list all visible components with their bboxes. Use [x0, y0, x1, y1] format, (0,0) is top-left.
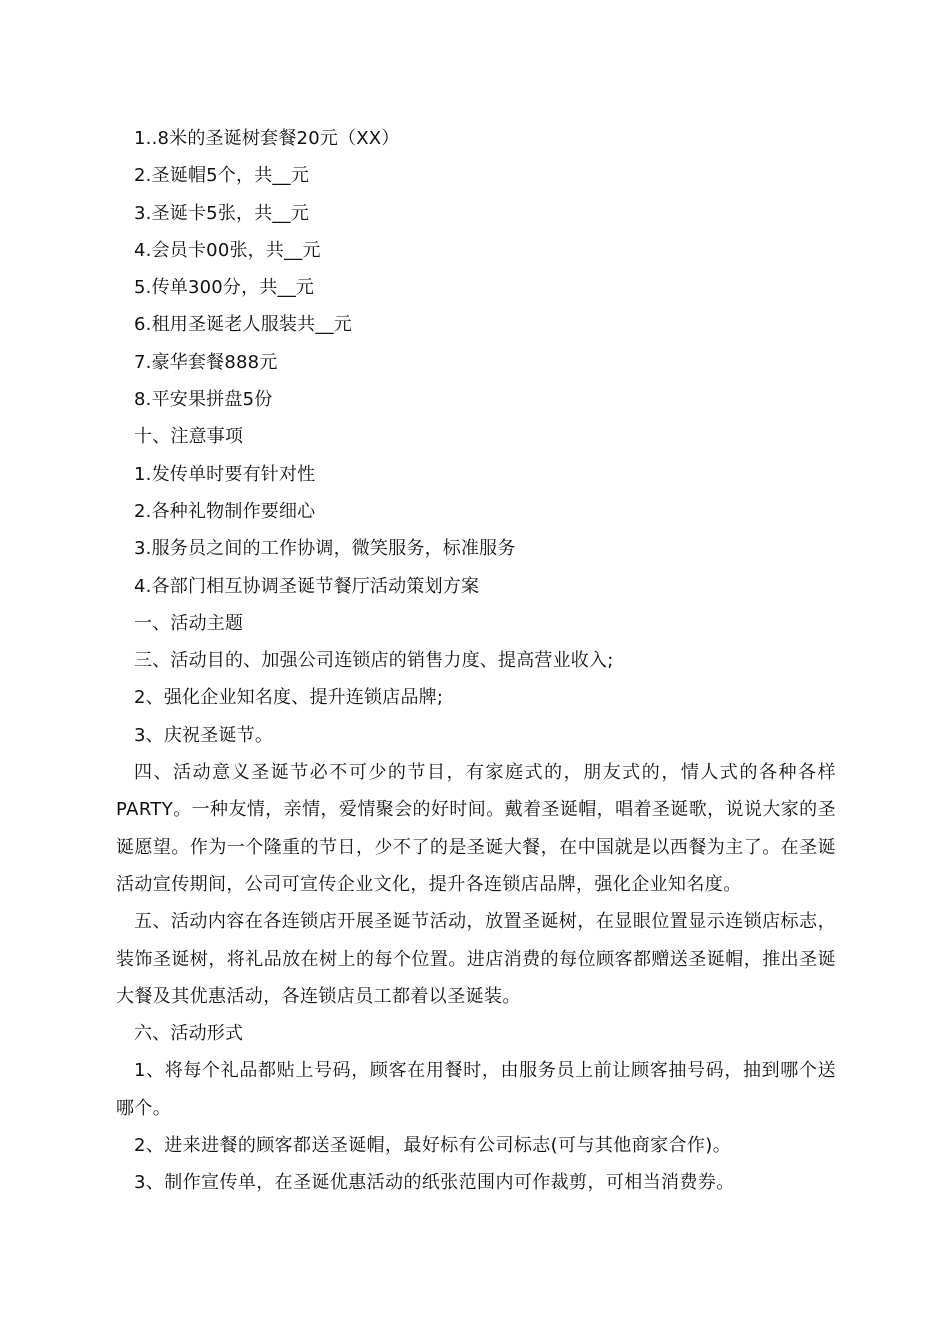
list-item: 2.圣诞帽5个，共__元 — [134, 165, 310, 187]
paragraph: 四、活动意义圣诞节必不可少的节目，有家庭式的，朋友式的，情人式的各种各样PARTY。一种友情，亲情，爱情聚会的好时间。戴着圣诞帽，唱着圣诞歌，说说大家的圣诞愿望。作为一个隆重的节日，少不了的是圣诞大餐，在中国就是以西餐为主了。在圣诞活动宣传期间，公司可宣传企业文化，提升各连锁店品牌，强化企业知名度。 — [116, 762, 836, 895]
paragraph: 3、制作宣传单，在圣诞优惠活动的纸张范围内可作裁剪，可相当消费券。 — [134, 1172, 735, 1194]
list-item: 5.传单300分，共__元 — [134, 277, 315, 299]
section-heading: 一、活动主题 — [134, 612, 244, 634]
list-item: 4.各部门相互协调圣诞节餐厅活动策划方案 — [134, 575, 480, 597]
paragraph: 1、将每个礼品都贴上号码，顾客在用餐时，由服务员上前让顾客抽号码，抽到哪个送哪个。 — [116, 1060, 836, 1119]
list-item: 3、庆祝圣诞节。 — [134, 724, 274, 746]
list-item: 8.平安果拼盘5份 — [134, 389, 273, 411]
list-item: 4.会员卡00张，共__元 — [134, 239, 321, 261]
paragraph: 五、活动内容在各连锁店开展圣诞节活动，放置圣诞树，在显眼位置显示连锁店标志，装饰圣诞树，将礼品放在树上的每个位置。进店消费的每位顾客都赠送圣诞帽，推出圣诞大餐及其优惠活动，各连锁店员工都着以圣诞装。 — [116, 911, 836, 1007]
list-item: 2.各种礼物制作要细心 — [134, 500, 316, 522]
section-heading: 十、注意事项 — [134, 426, 244, 448]
section-heading: 六、活动形式 — [134, 1023, 244, 1045]
list-item: 3.服务员之间的工作协调，微笑服务，标准服务 — [134, 538, 516, 560]
paragraph: 2、进来进餐的顾客都送圣诞帽，最好标有公司标志(可与其他商家合作)。 — [134, 1135, 732, 1157]
list-item: 1..8米的圣诞树套餐20元（XX） — [134, 128, 400, 149]
list-item: 6.租用圣诞老人服装共__元 — [134, 314, 352, 336]
list-item: 1.发传单时要有针对性 — [134, 463, 316, 485]
list-item: 2、强化企业知名度、提升连锁店品牌; — [134, 687, 444, 709]
list-item: 7.豪华套餐888元 — [134, 351, 278, 373]
document-body — [116, 120, 836, 1202]
list-item: 3.圣诞卡5张，共__元 — [134, 202, 310, 224]
list-item: 三、活动目的、加强公司连锁店的销售力度、提高营业收入; — [134, 650, 614, 672]
